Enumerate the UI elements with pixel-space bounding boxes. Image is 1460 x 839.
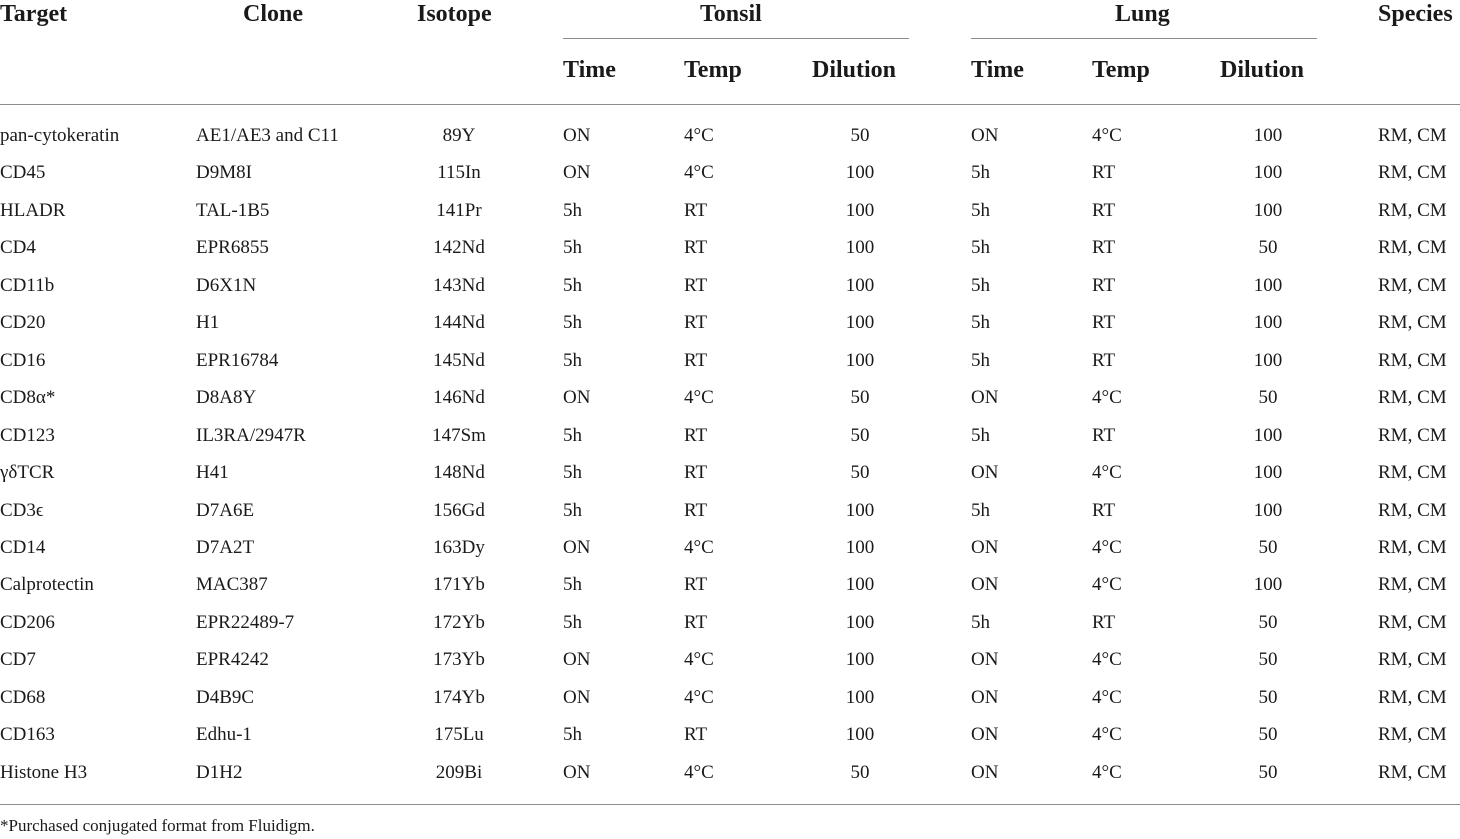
cell-isotope: 147Sm — [432, 425, 486, 446]
cell-lung-dilution: 100 — [1253, 125, 1283, 146]
cell-lung-dilution: 50 — [1258, 687, 1278, 708]
cell-species: RM, CM — [1378, 200, 1447, 221]
cell-tonsil-time: 5h — [563, 462, 582, 483]
cell-tonsil-time: 5h — [563, 425, 582, 446]
cell-lung-temp: RT — [1092, 500, 1116, 521]
cell-lung-time: 5h — [971, 312, 990, 333]
cell-lung-temp: 4°C — [1092, 537, 1122, 558]
cell-tonsil-temp: 4°C — [684, 125, 714, 146]
cell-clone: D8A8Y — [196, 387, 257, 408]
cell-tonsil-temp: RT — [684, 425, 708, 446]
cell-target: CD206 — [0, 612, 55, 633]
cell-lung-dilution: 50 — [1258, 387, 1278, 408]
cell-clone: D9M8I — [196, 162, 252, 183]
cell-lung-dilution: 50 — [1258, 649, 1278, 670]
cell-lung-temp: 4°C — [1092, 724, 1122, 745]
header-species: Species — [1378, 1, 1453, 27]
cell-tonsil-time: ON — [563, 162, 591, 183]
cell-lung-time: ON — [971, 125, 999, 146]
cell-species: RM, CM — [1378, 612, 1447, 633]
cell-clone: EPR22489-7 — [196, 612, 295, 633]
cell-lung-time: 5h — [971, 425, 990, 446]
cell-tonsil-dilution: 50 — [850, 125, 870, 146]
subheader-lung-temp: Temp — [1092, 57, 1150, 83]
cell-isotope: 143Nd — [433, 275, 485, 296]
subheader-tonsil-time: Time — [563, 57, 616, 83]
cell-species: RM, CM — [1378, 462, 1447, 483]
cell-species: RM, CM — [1378, 724, 1447, 745]
cell-lung-temp: RT — [1092, 162, 1116, 183]
subheader-lung-time: Time — [971, 57, 1024, 83]
header-tonsil: Tonsil — [700, 1, 762, 27]
cell-isotope: 174Yb — [433, 687, 485, 708]
cell-clone: Edhu-1 — [196, 724, 252, 745]
cell-species: RM, CM — [1378, 350, 1447, 371]
cell-tonsil-dilution: 100 — [845, 350, 875, 371]
cell-lung-dilution: 100 — [1253, 275, 1283, 296]
cell-tonsil-time: ON — [563, 762, 591, 783]
cell-species: RM, CM — [1378, 687, 1447, 708]
cell-target: Histone H3 — [0, 762, 88, 783]
cell-lung-temp: RT — [1092, 425, 1116, 446]
cell-lung-dilution: 50 — [1258, 537, 1278, 558]
cell-isotope: 175Lu — [434, 724, 484, 745]
cell-lung-dilution: 50 — [1258, 237, 1278, 258]
cell-species: RM, CM — [1378, 162, 1447, 183]
cell-tonsil-temp: RT — [684, 462, 708, 483]
cell-tonsil-temp: RT — [684, 724, 708, 745]
cell-tonsil-dilution: 100 — [845, 312, 875, 333]
cell-tonsil-time: ON — [563, 387, 591, 408]
cell-target: CD20 — [0, 312, 46, 333]
cell-species: RM, CM — [1378, 649, 1447, 670]
cell-lung-time: 5h — [971, 162, 990, 183]
header-lung: Lung — [1115, 1, 1170, 27]
cell-lung-dilution: 100 — [1253, 162, 1283, 183]
cell-tonsil-dilution: 100 — [845, 612, 875, 633]
cell-lung-temp: 4°C — [1092, 762, 1122, 783]
cell-tonsil-dilution: 100 — [845, 200, 875, 221]
cell-target: CD3ϵ — [0, 500, 44, 521]
cell-isotope: 146Nd — [433, 387, 485, 408]
cell-clone: EPR6855 — [196, 237, 269, 258]
cell-lung-dilution: 100 — [1253, 500, 1283, 521]
cell-tonsil-time: 5h — [563, 574, 582, 595]
cell-lung-time: 5h — [971, 275, 990, 296]
header-target: Target — [0, 1, 68, 27]
cell-tonsil-temp: RT — [684, 312, 708, 333]
cell-tonsil-dilution: 100 — [845, 237, 875, 258]
cell-lung-dilution: 100 — [1253, 462, 1283, 483]
cell-isotope: 173Yb — [433, 649, 485, 670]
cell-isotope: 163Dy — [433, 537, 485, 558]
cell-target: CD4 — [0, 237, 36, 258]
cell-species: RM, CM — [1378, 537, 1447, 558]
cell-lung-temp: 4°C — [1092, 462, 1122, 483]
cell-isotope: 172Yb — [433, 612, 485, 633]
cell-tonsil-time: 5h — [563, 275, 582, 296]
cell-isotope: 141Pr — [436, 200, 482, 221]
cell-tonsil-temp: RT — [684, 612, 708, 633]
cell-tonsil-time: 5h — [563, 612, 582, 633]
cell-species: RM, CM — [1378, 500, 1447, 521]
cell-species: RM, CM — [1378, 425, 1447, 446]
cell-tonsil-dilution: 100 — [845, 162, 875, 183]
cell-clone: H41 — [196, 462, 229, 483]
cell-clone: D1H2 — [196, 762, 243, 783]
cell-clone: MAC387 — [196, 574, 268, 595]
cell-lung-time: ON — [971, 387, 999, 408]
cell-lung-dilution: 50 — [1258, 762, 1278, 783]
cell-tonsil-temp: 4°C — [684, 162, 714, 183]
subheader-tonsil-dilution: Dilution — [812, 57, 897, 83]
cell-lung-temp: RT — [1092, 612, 1116, 633]
cell-lung-time: ON — [971, 537, 999, 558]
cell-tonsil-dilution: 100 — [845, 500, 875, 521]
cell-lung-time: 5h — [971, 350, 990, 371]
cell-clone: EPR16784 — [196, 350, 279, 371]
cell-lung-temp: RT — [1092, 275, 1116, 296]
header-isotope: Isotope — [417, 1, 492, 27]
table-footnote: *Purchased conjugated format from Fluidigm. — [0, 816, 315, 835]
cell-lung-temp: 4°C — [1092, 574, 1122, 595]
cell-tonsil-dilution: 50 — [850, 762, 870, 783]
header-clone: Clone — [243, 1, 303, 27]
cell-clone: TAL-1B5 — [196, 200, 270, 221]
cell-tonsil-time: ON — [563, 537, 591, 558]
cell-tonsil-dilution: 100 — [845, 537, 875, 558]
cell-target: CD8α* — [0, 387, 56, 408]
cell-target: CD7 — [0, 649, 36, 670]
cell-clone: H1 — [196, 312, 220, 333]
cell-tonsil-time: 5h — [563, 312, 582, 333]
cell-tonsil-dilution: 100 — [845, 687, 875, 708]
cell-tonsil-dilution: 100 — [845, 574, 875, 595]
cell-clone: D6X1N — [196, 275, 257, 296]
cell-species: RM, CM — [1378, 275, 1447, 296]
cell-target: CD16 — [0, 350, 46, 371]
cell-lung-time: ON — [971, 574, 999, 595]
cell-lung-temp: 4°C — [1092, 125, 1122, 146]
cell-lung-time: 5h — [971, 500, 990, 521]
cell-tonsil-time: 5h — [563, 500, 582, 521]
cell-tonsil-time: 5h — [563, 724, 582, 745]
cell-tonsil-temp: RT — [684, 237, 708, 258]
cell-species: RM, CM — [1378, 237, 1447, 258]
cell-clone: AE1/AE3 and C11 — [196, 125, 339, 146]
cell-lung-time: ON — [971, 724, 999, 745]
table-bottom-rule — [0, 804, 1460, 805]
cell-lung-time: ON — [971, 462, 999, 483]
cell-target: γδTCR — [0, 462, 55, 483]
cell-lung-dilution: 100 — [1253, 350, 1283, 371]
cell-lung-temp: RT — [1092, 237, 1116, 258]
cell-lung-time: 5h — [971, 612, 990, 633]
cell-lung-dilution: 100 — [1253, 200, 1283, 221]
cell-tonsil-temp: 4°C — [684, 762, 714, 783]
cell-tonsil-time: 5h — [563, 200, 582, 221]
cell-tonsil-temp: 4°C — [684, 687, 714, 708]
cell-target: CD14 — [0, 537, 46, 558]
cell-clone: D4B9C — [196, 687, 255, 708]
cell-clone: D7A2T — [196, 537, 255, 558]
cell-tonsil-temp: 4°C — [684, 537, 714, 558]
cell-tonsil-dilution: 50 — [850, 425, 870, 446]
cell-lung-temp: RT — [1092, 312, 1116, 333]
cell-lung-time: 5h — [971, 237, 990, 258]
cell-lung-time: ON — [971, 687, 999, 708]
cell-tonsil-temp: RT — [684, 275, 708, 296]
cell-target: CD11b — [0, 275, 55, 296]
cell-lung-dilution: 100 — [1253, 574, 1283, 595]
cell-species: RM, CM — [1378, 574, 1447, 595]
cell-tonsil-time: 5h — [563, 350, 582, 371]
cell-tonsil-temp: RT — [684, 574, 708, 595]
cell-lung-time: ON — [971, 649, 999, 670]
cell-lung-time: ON — [971, 762, 999, 783]
cell-isotope: 115In — [437, 162, 481, 183]
cell-lung-time: 5h — [971, 200, 990, 221]
cell-lung-temp: RT — [1092, 350, 1116, 371]
cell-isotope: 89Y — [442, 125, 476, 146]
cell-target: CD45 — [0, 162, 46, 183]
subheader-tonsil-temp: Temp — [684, 57, 742, 83]
subheader-lung-dilution: Dilution — [1220, 57, 1305, 83]
cell-tonsil-dilution: 50 — [850, 462, 870, 483]
cell-tonsil-dilution: 50 — [850, 387, 870, 408]
cell-target: CD68 — [0, 687, 46, 708]
cell-tonsil-dilution: 100 — [845, 724, 875, 745]
cell-isotope: 148Nd — [433, 462, 485, 483]
cell-lung-temp: RT — [1092, 200, 1116, 221]
cell-clone: IL3RA/2947R — [196, 425, 306, 446]
cell-tonsil-temp: 4°C — [684, 649, 714, 670]
cell-tonsil-time: 5h — [563, 237, 582, 258]
cell-lung-dilution: 100 — [1253, 312, 1283, 333]
cell-lung-dilution: 100 — [1253, 425, 1283, 446]
cell-species: RM, CM — [1378, 312, 1447, 333]
cell-lung-dilution: 50 — [1258, 612, 1278, 633]
cell-isotope: 145Nd — [433, 350, 485, 371]
cell-tonsil-time: ON — [563, 649, 591, 670]
cell-isotope: 209Bi — [435, 762, 483, 783]
cell-isotope: 144Nd — [433, 312, 485, 333]
cell-tonsil-dilution: 100 — [845, 275, 875, 296]
cell-lung-temp: 4°C — [1092, 387, 1122, 408]
cell-tonsil-temp: RT — [684, 500, 708, 521]
tonsil-group-rule — [563, 38, 909, 39]
cell-target: CD163 — [0, 724, 55, 745]
lung-group-rule — [971, 38, 1317, 39]
cell-clone: EPR4242 — [196, 649, 269, 670]
cell-tonsil-temp: RT — [684, 350, 708, 371]
cell-tonsil-temp: RT — [684, 200, 708, 221]
cell-clone: D7A6E — [196, 500, 255, 521]
cell-target: pan-cytokeratin — [0, 125, 120, 146]
cell-target: HLADR — [0, 200, 66, 221]
cell-isotope: 171Yb — [433, 574, 485, 595]
cell-lung-dilution: 50 — [1258, 724, 1278, 745]
cell-lung-temp: 4°C — [1092, 687, 1122, 708]
cell-tonsil-temp: 4°C — [684, 387, 714, 408]
cell-species: RM, CM — [1378, 762, 1447, 783]
cell-species: RM, CM — [1378, 125, 1447, 146]
header-bottom-rule — [0, 104, 1460, 105]
cell-tonsil-time: ON — [563, 687, 591, 708]
cell-isotope: 142Nd — [433, 237, 485, 258]
cell-target: CD123 — [0, 425, 55, 446]
cell-tonsil-time: ON — [563, 125, 591, 146]
cell-tonsil-dilution: 100 — [845, 649, 875, 670]
cell-species: RM, CM — [1378, 387, 1447, 408]
cell-isotope: 156Gd — [433, 500, 485, 521]
cell-lung-temp: 4°C — [1092, 649, 1122, 670]
cell-target: Calprotectin — [0, 574, 94, 595]
